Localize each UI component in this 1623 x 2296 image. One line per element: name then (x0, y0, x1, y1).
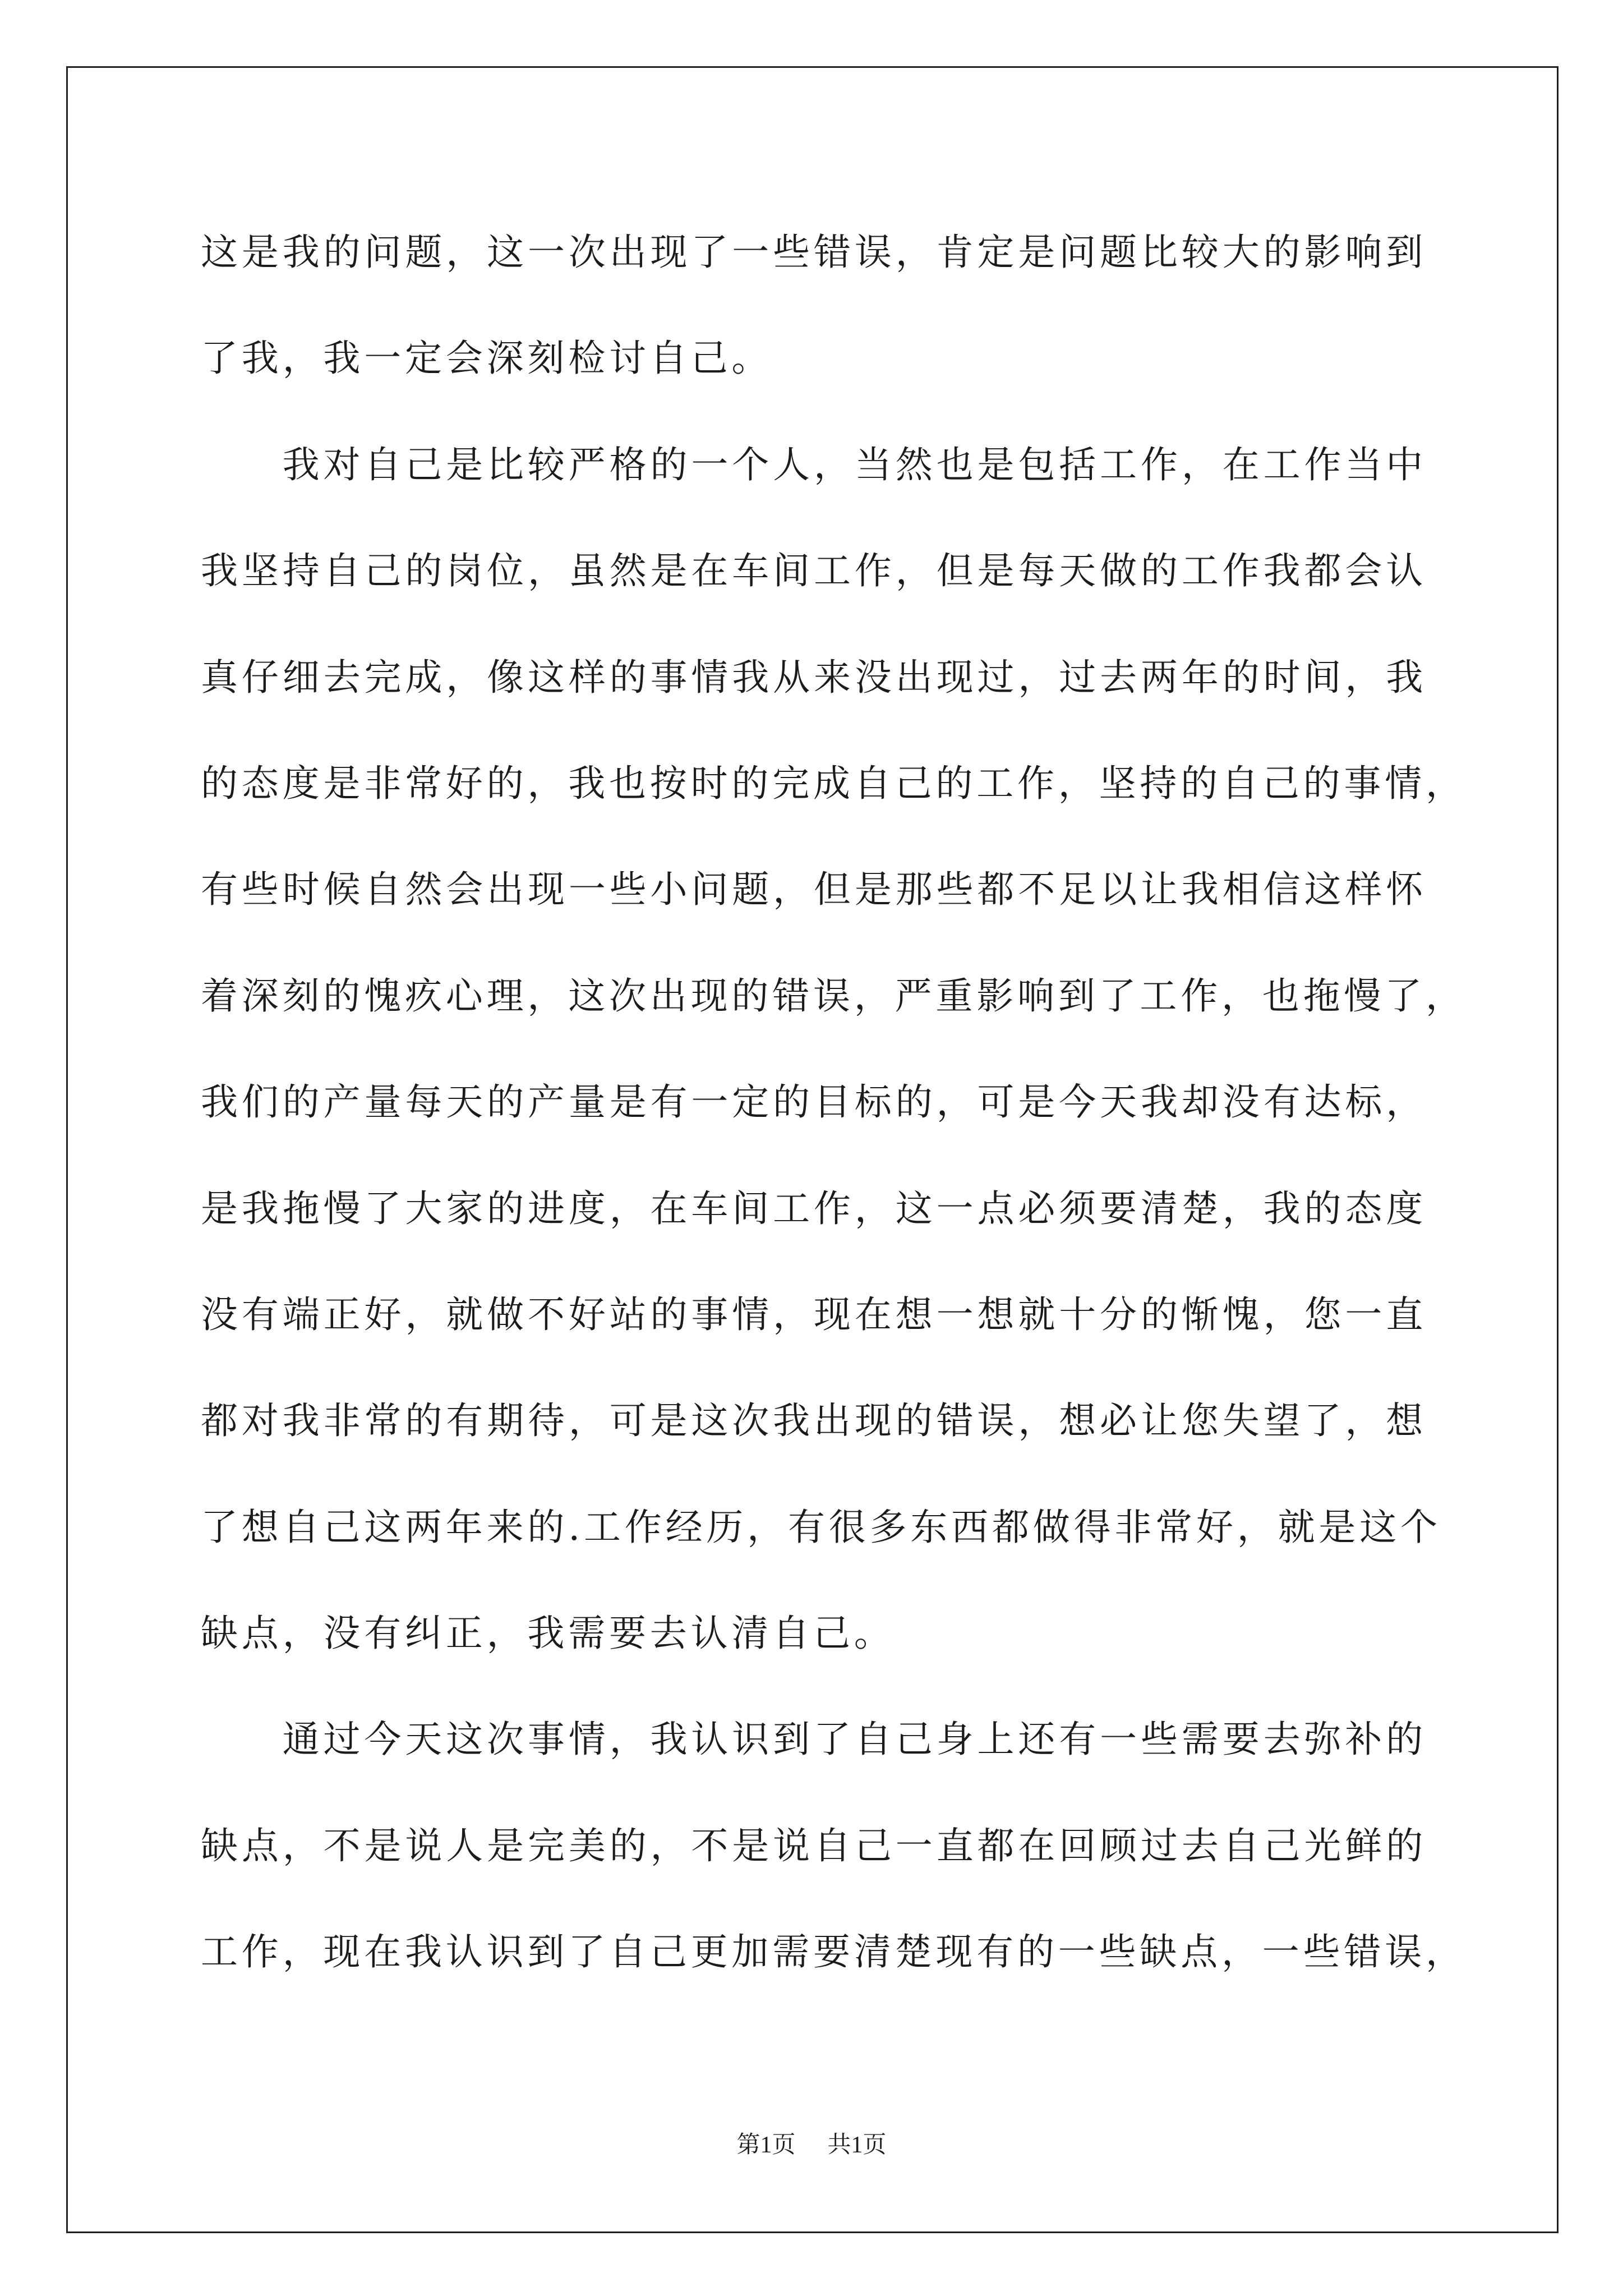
body-text-line: 缺点，不是说人是完美的，不是说自己一直都在回顾过去自己光鲜的 (201, 1824, 1427, 1867)
body-text-line: 没有端正好，就做不好站的事情，现在想一想就十分的惭愧，您一直 (201, 1292, 1427, 1336)
body-text-line: 有些时候自然会出现一些小问题，但是那些都不足以让我相信这样怀 (201, 868, 1427, 912)
body-text-line: 通过今天这次事情，我认识到了自己身上还有一些需要去弥补的 (282, 1718, 1427, 1761)
paragraph (201, 1686, 1467, 2005)
page-footer (0, 2132, 1623, 2159)
body-text-line: 的态度是非常好的，我也按时的完成自己的工作，坚持的自己的事情， (201, 761, 1467, 805)
paragraph (201, 412, 1467, 1687)
paragraph (201, 199, 1427, 412)
body-text-line: 我对自己是比较严格的一个人，当然也是包括工作，在工作当中 (282, 443, 1427, 486)
body-text-line: 真仔细去完成，像这样的事情我从来没出现过，过去两年的时间，我 (201, 655, 1427, 699)
body-text-line: 我坚持自己的岗位，虽然是在车间工作，但是每天做的工作我都会认 (201, 549, 1427, 593)
body-text-line: 缺点，没有纠正，我需要去认清自己。 (201, 1612, 895, 1655)
body-text-line: 我们的产量每天的产量是有一定的目标的，可是今天我却没有达标， (201, 1080, 1427, 1124)
body-text-line: 工作，现在我认识到了自己更加需要清楚现有的一些缺点，一些错误， (201, 1930, 1467, 1974)
body-text-line: 着深刻的愧疚心理，这次出现的错误，严重影响到了工作，也拖慢了， (201, 974, 1467, 1018)
document-body (201, 199, 1467, 2005)
page-number: 第1页 (736, 2132, 796, 2158)
body-text-line: 都对我非常的有期待，可是这次我出现的错误，想必让您失望了，想 (201, 1399, 1427, 1443)
body-text-line: 了想自己这两年来的.工作经历，有很多东西都做得非常好，就是这个 (201, 1505, 1441, 1549)
body-text-line: 这是我的问题，这一次出现了一些错误，肯定是问题比较大的影响到 (201, 231, 1427, 274)
body-text-line: 是我拖慢了大家的进度，在车间工作，这一点必须要清楚，我的态度 (201, 1186, 1427, 1230)
body-text-line: 了我，我一定会深刻检讨自己。 (201, 337, 773, 380)
page-count: 共1页 (827, 2132, 887, 2158)
